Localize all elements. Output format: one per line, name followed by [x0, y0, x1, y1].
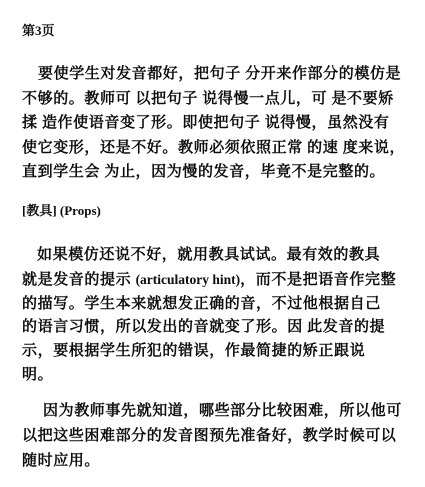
paragraph-line: 的语言习惯，所以发出的音就变了形。因 此发音的提	[22, 319, 386, 336]
paragraph-2	[22, 244, 417, 388]
paragraph-line: 随时应用。	[22, 453, 101, 469]
paragraph-3	[22, 399, 417, 474]
paragraph-line: 要使学生对发音都好，把句子 分开来作部分的模仿是	[38, 66, 402, 82]
page-number: 第3页	[22, 23, 55, 38]
paragraph-line: 不够的。教师可 以把句子 说得慢一点儿，可 是不要矫	[22, 90, 394, 107]
paragraph-line	[22, 268, 417, 293]
line-text-after-term: ，而不是把语音作完整	[240, 271, 397, 288]
paragraph-line: 如果模仿还说不好，就用教具试试。最有效的教具	[37, 247, 381, 263]
paragraph-line: 使它变形，还是不好。教师必须依照正常 的速 度来说，	[22, 139, 406, 156]
paragraph-line: 明。	[22, 366, 54, 383]
paragraph-line: 示，要根据学生所犯的错误，作最简捷的矫正跟说	[22, 343, 366, 360]
section-heading: [教具] (Props)	[22, 203, 101, 218]
term-articulatory-hint: (articulatory hint)	[135, 271, 241, 287]
paragraph-line: 的描写。学生本来就想发正确的音，不过他根据自己	[22, 295, 381, 312]
paragraph-line: 因为教师事先就知道，哪些部分比较困难，所以他可	[43, 403, 402, 419]
paragraph-line: 直到学生会 为止，因为慢的发音，毕竟不是完整的。	[22, 164, 386, 180]
paragraph-1	[22, 62, 417, 185]
paragraph-line: 以把这些困难部分的发音图预先准备好，教学时候可以	[22, 428, 397, 444]
line-text-before-term: 就是发音的提示	[22, 271, 136, 288]
paragraph-line: 揉 造作使语音变了形。即使把句子 说得慢，虽然没有	[22, 115, 390, 131]
